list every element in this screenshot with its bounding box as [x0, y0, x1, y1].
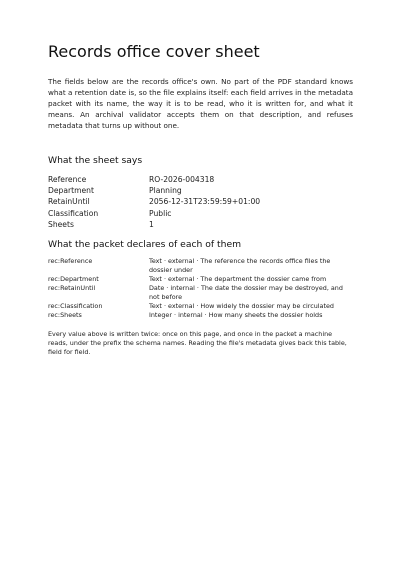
field-name: rec:Reference — [48, 257, 93, 266]
table-row — [48, 284, 353, 302]
table-row — [48, 196, 353, 207]
sheet-section-heading: What the sheet says — [48, 155, 143, 166]
table-row — [48, 174, 353, 185]
table-row — [48, 311, 353, 320]
footnote: Every value above is written twice: once on this page, and once in the packet a machine reads, under the prefix the schema names. Reading the file's metadata gives back this table, field for field. — [48, 330, 347, 357]
field-description: Text · external · How widely the dossier may be circulated — [149, 302, 334, 311]
table-row — [48, 257, 353, 275]
intro-paragraph: The fields below are the records office's own. No part of the PDF standard knows what a retention date is, so the file explains itself: each field arrives in the metadata packet with its name, the way it is to be read, who it is written for, and what it means. An archival validator accepts them on that description, and refuses metadata that turns up without one. — [48, 77, 353, 130]
table-row — [48, 208, 353, 219]
field-name: rec:Department — [48, 275, 99, 284]
table-row — [48, 185, 353, 196]
table-row — [48, 275, 353, 284]
field-value: Public — [149, 208, 172, 218]
table-row — [48, 219, 353, 230]
field-description: Text · external · The reference the records office files the dossier under — [149, 257, 331, 275]
field-description: Text · external · The department the dossier came from — [149, 275, 327, 284]
sheet-values-table — [48, 174, 353, 230]
field-value: 2056-12-31T23:59:59+01:00 — [149, 197, 261, 207]
field-label: Reference — [48, 175, 87, 184]
field-label: Classification — [48, 208, 99, 218]
field-label: RetainUntil — [48, 197, 90, 207]
field-value: RO-2026-004318 — [149, 175, 215, 184]
packet-section-heading: What the packet declares of each of them — [48, 239, 242, 251]
field-description: Integer · internal · How many sheets the dossier holds — [149, 311, 323, 320]
field-description: Date · internal · The date the dossier may be destroyed, and not before — [149, 284, 343, 302]
field-label: Sheets — [48, 219, 74, 229]
field-value: 1 — [149, 219, 154, 229]
field-name: rec:Sheets — [48, 311, 82, 320]
page-title: Records office cover sheet — [48, 42, 260, 61]
field-value: Planning — [149, 186, 182, 196]
table-row — [48, 302, 353, 311]
field-name: rec:RetainUntil — [48, 284, 96, 293]
field-label: Department — [48, 186, 94, 196]
field-name: rec:Classification — [48, 302, 103, 311]
packet-declarations-table — [48, 257, 353, 320]
